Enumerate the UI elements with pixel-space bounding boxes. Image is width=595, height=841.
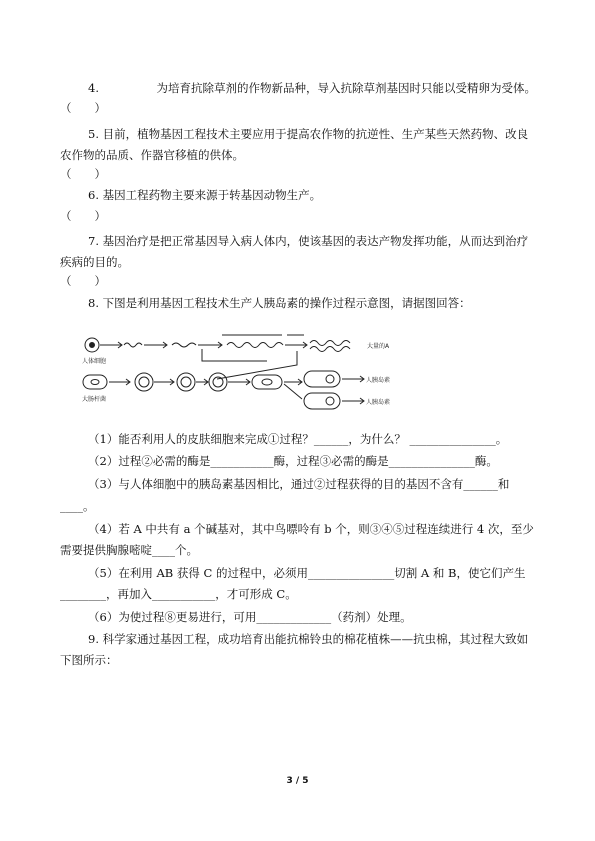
q8-sub4-line1: （4）若 A 中共有 a 个碱基对，其中鸟嘌呤有 b 个，则③④⑤过程连续进行 4 次，至少 <box>88 522 534 536</box>
culture-bottom-icon <box>304 393 340 409</box>
q4-line: 4. 为培育抗除草剂的作物新品种，导入抗除草剂基因时只能以受精卵为受体。 <box>88 81 536 95</box>
q6-line: 6. 基因工程药物主要来源于转基因动物生产。 <box>88 188 322 202</box>
q8-sub5-line2: ________，再加入___________，才可形成 C。 <box>60 587 297 601</box>
q8-sub4-line2: 需要提供胸腺嘧啶____个。 <box>60 543 198 557</box>
q5-line-1: 5. 目前，植物基因工程技术主要应用于提高农作物的抗逆性、生产某些天然药物、改良 <box>88 127 529 141</box>
connector-1 <box>202 349 267 361</box>
recombinant-plasmid-icon <box>209 373 227 391</box>
insulin-process-diagram <box>82 331 440 413</box>
label-insulin-1: 人胰岛素 <box>366 377 391 384</box>
q9-line-2: 下图所示： <box>60 653 118 667</box>
page-number: 3 / 5 <box>286 776 309 786</box>
target-gene-wave <box>172 343 196 347</box>
dna-wave-b1 <box>310 341 350 346</box>
dna-wave-a <box>227 343 283 348</box>
q5-line-2: 农作物的品质、作器官移植的供体。 <box>60 148 244 162</box>
label-ecoli: 大肠杆菌 <box>82 396 107 403</box>
label-insulin-2: 人胰岛素 <box>366 399 391 406</box>
q6-answer-paren: （ ） <box>60 209 106 223</box>
q4-answer-paren: （ ） <box>60 101 106 115</box>
label-human-cell: 人体细胞 <box>82 358 107 365</box>
mrna-wave <box>124 343 142 347</box>
q8-title: 8. 下图是利用基因工程技术生产人胰岛素的操作过程示意图，请据图回答： <box>88 296 471 310</box>
q8-sub3-line1: （3）与人体细胞中的胰岛素基因相比，通过②过程获得的目的基因不含有______和 <box>88 477 510 491</box>
dna-wave-b2 <box>310 347 350 352</box>
q8-sub2: （2）过程②必需的酶是___________酶，过程③必需的酶是_______________酶。 <box>88 454 498 468</box>
q8-sub6: （6）为使过程⑧更易进行，可用_____________（药剂）处理。 <box>88 610 412 624</box>
q7-answer-paren: （ ） <box>60 274 106 288</box>
plasmid-c-icon <box>177 373 195 391</box>
q5-answer-paren: （ ） <box>60 167 106 181</box>
ecoli-cell-icon <box>83 375 107 389</box>
q8-sub5-line1: （5）在利用 AB 获得 C 的过程中，必须用_______________切割 A 和 B，使它们产生 <box>88 566 526 580</box>
q8-sub3-line2: ____。 <box>60 499 95 513</box>
q9-line-1: 9. 科学家通过基因工程，成功培育出能抗棉铃虫的棉花植株——抗虫棉，其过程大致如 <box>88 632 529 646</box>
plasmid-b-icon <box>135 373 153 391</box>
q7-line-1: 7. 基因治疗是把正常基因导入病人体内，使该基因的表达产物发挥功能，从而达到治疗 <box>88 234 529 248</box>
q7-line-2: 疾病的目的。 <box>60 255 129 269</box>
q8-sub1: （1）能否利用人的皮肤细胞来完成①过程？______，为什么？ _______________。 <box>88 432 508 446</box>
culture-top-icon <box>304 371 340 387</box>
label-large-a: 大量的A <box>367 343 390 350</box>
engineered-bacteria-icon <box>252 375 282 389</box>
